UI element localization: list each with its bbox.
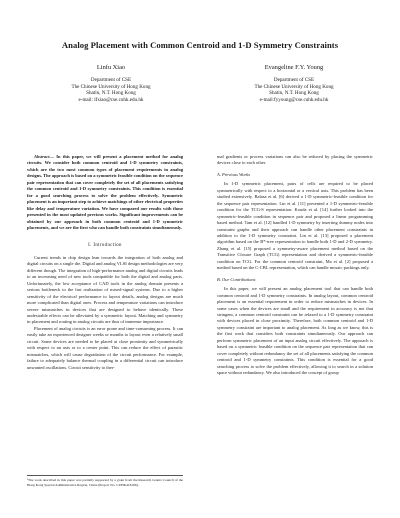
author-university: The Chinese University of Hong Kong — [254, 83, 334, 90]
paragraph: Placement of analog circuits is an error prone and time-consuming process. It can easily take an experienced designer weeks or months to layout even a relatively small circuit. Some devices are needed to be placed at close proximity and symmetrically with respect to an axis or to a center point. This can reduce the effect of parasitic mismatches, which will cause degradation of the circuit performance. For example, failure to adequately balance thermal coupling in a differential circuit can introduce unwanted oscillations. Circuit sensitivity to ther- — [27, 325, 183, 370]
right-column — [217, 154, 373, 377]
author-location: Shatin, N.T. Hong Kong — [269, 90, 319, 97]
author-department: Department of CSE — [273, 77, 315, 84]
paragraph: Current trends in chip design lean towards the integration of both analog and digital circuits on a single die. Digital and analog VLSI design methodologies are very different though. The integration of high-performance analog and digital circuits leads to an increasing need of new tools compatible for both the digital and analog parts. Unfortunately, the low acceptance of CAD tools in the analog domain presents a serious bottleneck to the fast realization of mixed-signal systems. Due to a higher sensitivity of the electrical performance to layout details, analog designs are much more complicated than digital ones. Process and temperature variations can introduce severe mismatches in devices that are designed to behave identically. These undesirable effects can be alleviated by a symmetric layout. Matching and symmetry in placement and routing in analog circuits are thus of immense importance. — [27, 254, 183, 325]
paragraph: mal gradients or process variations can also be reduced by placing the symmetric devices close to each other. — [217, 154, 373, 166]
subsection-heading-contributions: B. Our Contributions — [217, 276, 256, 282]
author-email: e-mail: lfxiao@cse.cuhk.edu.hk — [78, 96, 144, 103]
author-email: e-mail:fyyoung@cse.cuhk.edu.hk — [259, 96, 329, 103]
abstract-text: — In this paper, we will present a placement method for analog circuits. We consider both common centroid and 1-D symmetry constraints, which are the two most common types of placement requirements in analog designs. The approach is based on a symmetric feasible condition on the sequence pair representation that can cover completely the set of all placements satisfying the common centroid and 1-D symmetry constraints. This condition is essential for a good searching process to solve the problem effectively. Symmetric placement is an important step to achieve matchings of other electrical properties like delay and temperature variation. We have compared our results with those presented in the most updated previous works. Significant improvements can be obtained by our approach in both common centroid and 1-D symmetric placements, and we are the first who can handle both constraints simultaneously. — [27, 154, 183, 230]
paragraph: In 1-D symmetric placement, pairs of cells are required to be placed symmetrically with respect to a horizontal or a vertical axis. This problem has been studied extensively. Balasa et al. [6] derived a 1-D symmetric-feasible condition for the sequence pair representation. Lin et al. [11] presented a 1-D symmetric-feasible condition for the TCG-S representation. Kouda et al. [14] further looked into the symmetric-feasible condition in sequence pair and proposed a linear programming based method. Tam et al. [12] handled 1-D symmetry by inserting dummy nodes into constraint graphs and their approach can handle other placement constraints in addition to the 1-D symmetry constraint. Lin et al. [13] proposed a placement algorithm based on the B*-tree representation to handle both 1-D and 2-D symmetry. Zhang et al. [15] proposed a symmetry-aware placement method based on the Transitive Closure Graph (TCG) representation and derived a symmetric-feasible condition on TCG. For the common centroid constraint, Ma et al. [2] proposed a method based on the C-CBL representation, which can handle mosaic packings only. — [217, 181, 373, 271]
author-university: The Chinese University of Hong Kong — [71, 83, 151, 90]
author-name: Evangeline F.Y. Young — [264, 64, 324, 71]
abstract-lead: Abstract — [34, 154, 50, 159]
left-column — [27, 154, 183, 371]
author-name: Linfu Xiao — [96, 64, 126, 71]
author-department: Department of CSE — [90, 77, 132, 84]
author-location: Shatin, N.T. Hong Kong — [86, 90, 136, 97]
paper-title: Analog Placement with Common Centroid and 1-D Symmetry Constraints — [61, 40, 339, 50]
abstract — [27, 154, 183, 231]
subsection-heading-previous-works: A. Previous Works — [217, 171, 251, 177]
footnote: ¹The work described in this paper was partially supported by a grant from the Research Grants Council of the Hong Kong Special Administrative Region, China (Project No. CUHK418106). — [27, 475, 183, 487]
section-heading-introduction: I. Introduction — [88, 243, 122, 249]
author-block-2 — [210, 65, 378, 103]
author-block-1 — [27, 65, 195, 103]
paragraph: In this paper, we will present an analog placement tool that can handle both common centroid and 1-D symmetry constraints. In analog layout, common centroid placement is an essential requirement in order to reduce mismatches in devices. In some cases when the devices are small and the requirement in accuracy is not that stringent, a common centroid constraint can be relaxed to a 1-D symmetry constraint with devices placed in close proximity. Therefore, both common centroid and 1-D symmetry constraint are important to analog placement. As long as we know, this is the first work that considers both constraints simultaneously. Our approach can perform symmetric placement of an input analog circuit effectively. The approach is based on a symmetric feasible condition on the sequence pair representation that can cover completely without redundancy the set of all placements satisfying the common centroid and 1-D symmetry constraints. This condition is essential for a good searching process to solve the problem effectively, allowing it to search in a solution space without redundancy. We also introduced the concept of group — [217, 286, 373, 376]
